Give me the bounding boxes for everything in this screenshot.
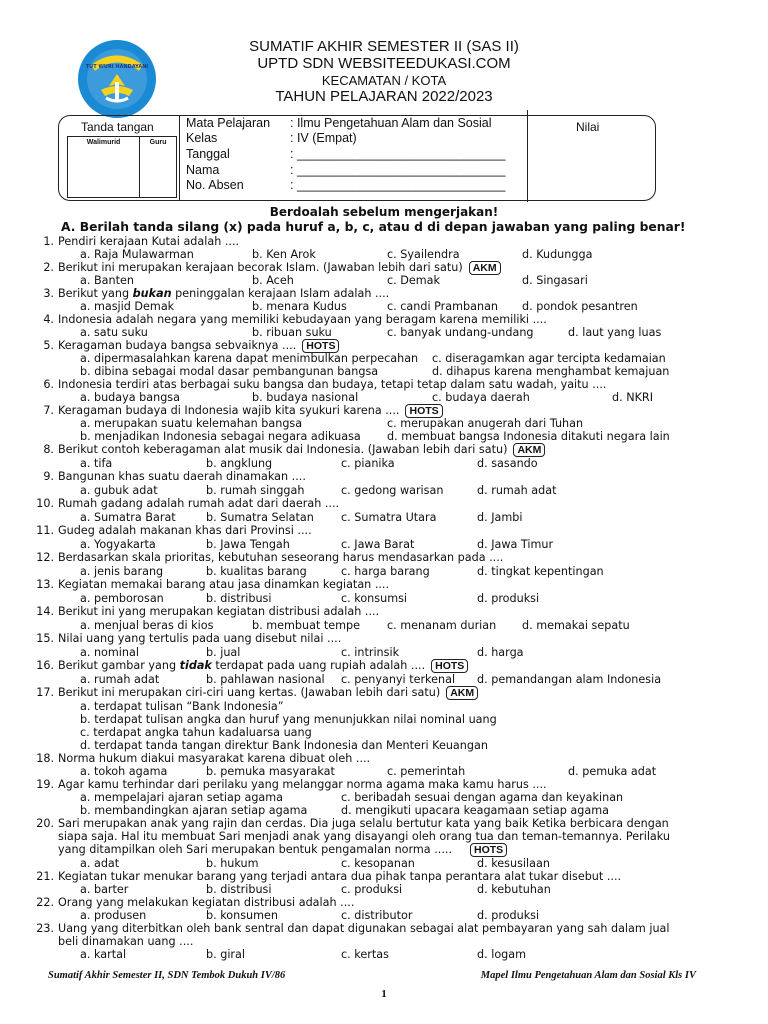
emphasis-word: tidak [179, 659, 212, 672]
field-label-subject: Mata Pelajaran [186, 116, 271, 130]
guru-signature-cell[interactable]: Guru [140, 137, 177, 198]
q10-option-d[interactable]: d. Jambi [477, 511, 523, 524]
question-13: 13. Kegiatan memakai barang atau jasa dinamkan kegiatan .... [36, 578, 390, 591]
akm-badge: AKM [469, 261, 501, 275]
exam-title: SUMATIF AKHIR SEMESTER II (SAS II) [249, 38, 519, 55]
field-label-date: Tanggal [186, 147, 230, 161]
question-11: 11. Gudeg adalah makanan khas dari Provinsi .... [36, 524, 312, 537]
hots-badge: HOTS [470, 843, 507, 857]
q17-option-a[interactable]: a. terdapat tulisan “Bank Indonesia” [80, 700, 284, 713]
question-12: 12. Berdasarkan skala prioritas, kebutuhan seseorang harus mendasarkan pada .... [36, 551, 504, 564]
question-6: 6. Indonesia terdiri atas berbagai suku bangsa dan budaya, tetapi tetap dalam satu wadah, yaitu .... [43, 378, 607, 391]
q19-option-c[interactable]: c. beribadah sesuai dengan agama dan keyakinan [341, 791, 624, 804]
q1-option-c[interactable]: c. Syailendra [387, 248, 460, 261]
q21-option-b[interactable]: b. distribusi [206, 883, 272, 896]
q19-option-b[interactable]: b. membandingkan ajaran setiap agama [80, 804, 308, 817]
hots-badge: HOTS [302, 339, 339, 353]
q11-option-b[interactable]: b. Jawa Tengah [206, 538, 290, 551]
q23-option-d[interactable]: d. logam [477, 948, 527, 961]
q13-option-b[interactable]: b. distribusi [206, 592, 272, 605]
q3-option-c[interactable]: c. candi Prambanan [387, 300, 499, 313]
q22-option-c[interactable]: c. distributor [341, 909, 413, 922]
q17-option-b[interactable]: b. terdapat tulisan angka dan huruf yang menunjukkan nilai nominal uang [80, 713, 497, 726]
q22-option-a[interactable]: a. produsen [80, 909, 147, 922]
q4-option-b[interactable]: b. ribuan suku [252, 326, 332, 339]
question-21: 21. Kegiatan tukar menukar barang yang terjadi antara dua pihak tanpa perantara alat tukar disebut .... [36, 870, 622, 883]
field-label-name: Nama [186, 163, 220, 177]
q4-option-a[interactable]: a. satu suku [80, 326, 148, 339]
page-number: 1 [381, 988, 387, 1000]
q11-option-c[interactable]: c. Jawa Barat [341, 538, 415, 551]
q9-option-a[interactable]: a. gubuk adat [80, 484, 158, 497]
q17-option-d[interactable]: d. terdapat tanda tangan direktur Bank Indonesia dan Menteri Keuangan [80, 739, 488, 752]
question-20-line-3: yang ditampilkan oleh Sari merupakan bentuk pengamalan norma ..... HOTS [58, 843, 507, 857]
q11-option-d[interactable]: d. Jawa Timur [477, 538, 554, 551]
q16-option-d[interactable]: d. pemandangan alam Indonesia [477, 673, 662, 686]
q18-option-d[interactable]: d. pemuka adat [568, 765, 657, 778]
q12-option-c[interactable]: c. harga barang [341, 565, 430, 578]
q16-option-b[interactable]: b. pahlawan nasional [206, 673, 325, 686]
walimurid-signature-cell[interactable]: Walimurid [68, 137, 140, 198]
q8-option-c[interactable]: c. pianika [341, 457, 395, 470]
q11-option-a[interactable]: a. Yogyakarta [80, 538, 156, 551]
q10-option-b[interactable]: b. Sumatra Selatan [206, 511, 314, 524]
school-name: UPTD SDN WEBSITEEDUKASI.COM [257, 55, 511, 72]
q9-option-d[interactable]: d. rumah adat [477, 484, 557, 497]
q5-option-b[interactable]: b. dibina sebagai modal dasar pembangunan bangsa [80, 365, 379, 378]
question-4: 4. Indonesia adalah negara yang memiliki kebudayaan yang beragam karena memiliki .... [43, 313, 547, 326]
q22-option-d[interactable]: d. produksi [477, 909, 540, 922]
question-9: 9. Bangunan khas suatu daerah dinamakan .... [43, 470, 306, 483]
field-value-name[interactable]: : ______________________________ [290, 163, 506, 177]
hots-badge: HOTS [405, 404, 442, 418]
question-5: 5. Keragaman budaya bangsa sebvaiknya .... HOTS [58, 339, 339, 353]
question-3: 3. Berikut yang bukan peninggalan kerajaan Islam adalah .... [43, 287, 390, 300]
q14-option-d[interactable]: d. memakai sepatu [522, 619, 630, 632]
question-22: 22. Orang yang melakukan kegiatan distribusi adalah .... [36, 896, 355, 909]
q19-option-a[interactable]: a. mempelajari ajaran setiap agama [80, 791, 284, 804]
q4-option-c[interactable]: c. banyak undang-undang [387, 326, 534, 339]
akm-badge: AKM [513, 443, 545, 457]
school-year: TAHUN PELAJARAN 2022/2023 [275, 88, 493, 105]
q22-option-b[interactable]: b. konsumen [206, 909, 279, 922]
q19-option-d[interactable]: d. mengikuti upacara keagamaan setiap agama [341, 804, 609, 817]
q8-option-b[interactable]: b. angklung [206, 457, 273, 470]
question-19: 19. Agar kamu terhindar dari perilaku yang melanggar norma agama maka kamu harus .... [36, 778, 547, 791]
q16-option-a[interactable]: a. rumah adat [80, 673, 160, 686]
q16-option-c[interactable]: c. penyanyi terkenal [341, 673, 456, 686]
hots-badge: HOTS [431, 659, 468, 673]
field-label-class: Kelas [186, 131, 218, 145]
q12-option-b[interactable]: b. kualitas barang [206, 565, 307, 578]
q5-option-a[interactable]: a. dipermasalahkan karena dapat menimbulkan perpecahan [80, 352, 419, 365]
q2-option-b[interactable]: b. Aceh [252, 274, 294, 287]
q13-option-a[interactable]: a. pemborosan [80, 592, 164, 605]
field-value-date[interactable]: : ______________________________ [290, 147, 506, 161]
q14-option-b[interactable]: b. membuat tempe [252, 619, 361, 632]
section-a-instruction: A. Berilah tanda silang (x) pada huruf a, b, c, atau d di depan jawaban yang paling benar! [61, 220, 686, 234]
q6-option-b[interactable]: b. budaya nasional [252, 391, 359, 404]
question-7: 7. Keragaman budaya di Indonesia wajib kita syukuri karena .... HOTS [58, 404, 443, 418]
q7-option-c[interactable]: c. merupakan anugerah dari Tuhan [387, 417, 584, 430]
q20-option-a[interactable]: a. adat [80, 857, 120, 870]
question-23-line-2: beli dinamakan uang .... [58, 935, 194, 948]
q14-option-c[interactable]: c. menanam durian [387, 619, 497, 632]
q2-option-c[interactable]: c. Demak [387, 274, 440, 287]
q10-option-c[interactable]: c. Sumatra Utara [341, 511, 437, 524]
q1-option-b[interactable]: b. Ken Arok [252, 248, 316, 261]
signature-table [67, 136, 177, 198]
q14-option-a[interactable]: a. menjual beras di kios [80, 619, 214, 632]
q15-option-a[interactable]: a. nominal [80, 646, 139, 659]
q7-option-a[interactable]: a. merupakan suatu kelemahan bangsa [80, 417, 303, 430]
q1-option-d[interactable]: d. Kudungga [522, 248, 593, 261]
q13-option-d[interactable]: d. produksi [477, 592, 540, 605]
q8-option-d[interactable]: d. sasando [477, 457, 538, 470]
q2-option-a[interactable]: a. Banten [80, 274, 134, 287]
q1-option-a[interactable]: a. Raja Mulawarman [80, 248, 194, 261]
field-value-class: : IV (Empat) [290, 131, 357, 145]
nilai-label: Nilai [576, 120, 600, 134]
q5-option-d[interactable]: d. dihapus karena menghambat kemajuan [432, 365, 670, 378]
q9-option-b[interactable]: b. rumah singgah [206, 484, 305, 497]
q18-option-a[interactable]: a. tokoh agama [80, 765, 168, 778]
q20-option-c[interactable]: c. kesopanan [341, 857, 415, 870]
q6-option-a[interactable]: a. budaya bangsa [80, 391, 180, 404]
q5-option-c[interactable]: c. diseragamkan agar tercipta kedamaian [432, 352, 666, 365]
q6-option-c[interactable]: c. budaya daerah [432, 391, 530, 404]
q17-option-c[interactable]: c. terdapat angka tahun kadaluarsa uang [80, 726, 312, 739]
q3-option-b[interactable]: b. menara Kudus [252, 300, 347, 313]
field-value-number[interactable]: : ______________________________ [290, 178, 506, 192]
q12-option-d[interactable]: d. tingkat kepentingan [477, 565, 604, 578]
question-16: 16. Berikut gambar yang tidak terdapat pada uang rupiah adalah .... HOTS [58, 659, 468, 673]
field-label-number: No. Absen [186, 178, 244, 192]
q6-option-d[interactable]: d. NKRI [612, 391, 653, 404]
q9-option-c[interactable]: c. gedong warisan [341, 484, 444, 497]
q15-option-d[interactable]: d. harga [477, 646, 524, 659]
q23-option-b[interactable]: b. giral [206, 948, 245, 961]
q4-option-d[interactable]: d. laut yang luas [568, 326, 662, 339]
question-17: 17. Berikut ini merupakan ciri-ciri uang kertas. (Jawaban lebih dari satu) AKM [58, 686, 478, 700]
question-2: 2. Berikut ini merupakan kerajaan becorak Islam. (Jawaban lebih dari satu) AKM [58, 261, 501, 275]
q13-option-c[interactable]: c. konsumsi [341, 592, 408, 605]
question-18: 18. Norma hukum diakui masyarakat karena dibuat oleh .... [36, 752, 371, 765]
q20-option-d[interactable]: d. kesusilaan [477, 857, 550, 870]
q21-option-a[interactable]: a. barter [80, 883, 129, 896]
q3-option-d[interactable]: d. pondok pesantren [522, 300, 638, 313]
emphasis-word: bukan [132, 287, 172, 300]
question-15: 15. Nilai uang yang tertulis pada uang disebut nilai .... [36, 632, 342, 645]
q7-option-b[interactable]: b. menjadikan Indonesia sebagai negara adikuasa [80, 430, 361, 443]
q23-option-a[interactable]: a. kartal [80, 948, 127, 961]
field-value-subject: : Ilmu Pengetahuan Alam dan Sosial [290, 116, 492, 130]
q20-option-b[interactable]: b. hukum [206, 857, 259, 870]
question-20: 20. Sari merupakan anak yang rajin dan cerdas. Dia juga selalu bertutur kata yang baik Ketika berbicara dengan [36, 817, 669, 830]
footer-left: Sumatif Akhir Semester II, SDN Tembok Dukuh IV/86 [48, 970, 286, 981]
q3-option-a[interactable]: a. masjid Demak [80, 300, 175, 313]
question-1: 1. Pendiri kerajaan Kutai adalah .... [43, 235, 240, 248]
q21-option-c[interactable]: c. produksi [341, 883, 403, 896]
q12-option-a[interactable]: a. jenis barang [80, 565, 164, 578]
question-8: 8. Berikut contoh keberagaman alat musik dai Indonesia. (Jawaban lebih dari satu) AKM [58, 443, 545, 457]
question-14: 14. Berikut ini yang merupakan kegiatan distribusi adalah .... [36, 605, 380, 618]
question-10: 10. Rumah gadang adalah rumah adat dari daerah .... [36, 497, 340, 510]
q21-option-d[interactable]: d. kebutuhan [477, 883, 551, 896]
q18-option-c[interactable]: c. pemerintah [387, 765, 466, 778]
prayer-instruction: Berdoalah sebelum mengerjakan! [269, 205, 499, 219]
q10-option-a[interactable]: a. Sumatra Barat [80, 511, 176, 524]
akm-badge: AKM [446, 686, 478, 700]
q8-option-a[interactable]: a. tifa [80, 457, 113, 470]
q15-option-c[interactable]: c. intrinsik [341, 646, 400, 659]
question-23: 23. Uang yang diterbitkan oleh bank sentral dan dapat digunakan sebagai alat pembayaran yang sah dalam jual [36, 922, 670, 935]
q2-option-d[interactable]: d. Singasari [522, 274, 588, 287]
q7-option-d[interactable]: d. membuat bangsa Indonesia ditakuti negara lain [387, 430, 670, 443]
district: KECAMATAN / KOTA [321, 73, 447, 88]
question-20-line-2: siapa saja. Hal itu membuat Sari menjadi anak yang disayangi oleh orang tua dan teman-temannya. Perilaku [58, 830, 671, 843]
logo-text: TUT WURI HANDAYANI [85, 64, 149, 70]
q18-option-b[interactable]: b. pemuka masyarakat [206, 765, 335, 778]
signature-title: Tanda tangan [81, 120, 154, 134]
footer-right: Mapel Ilmu Pengetahuan Alam dan Sosial Kls IV [480, 970, 696, 981]
q15-option-b[interactable]: b. jual [206, 646, 241, 659]
q23-option-c[interactable]: c. kertas [341, 948, 389, 961]
